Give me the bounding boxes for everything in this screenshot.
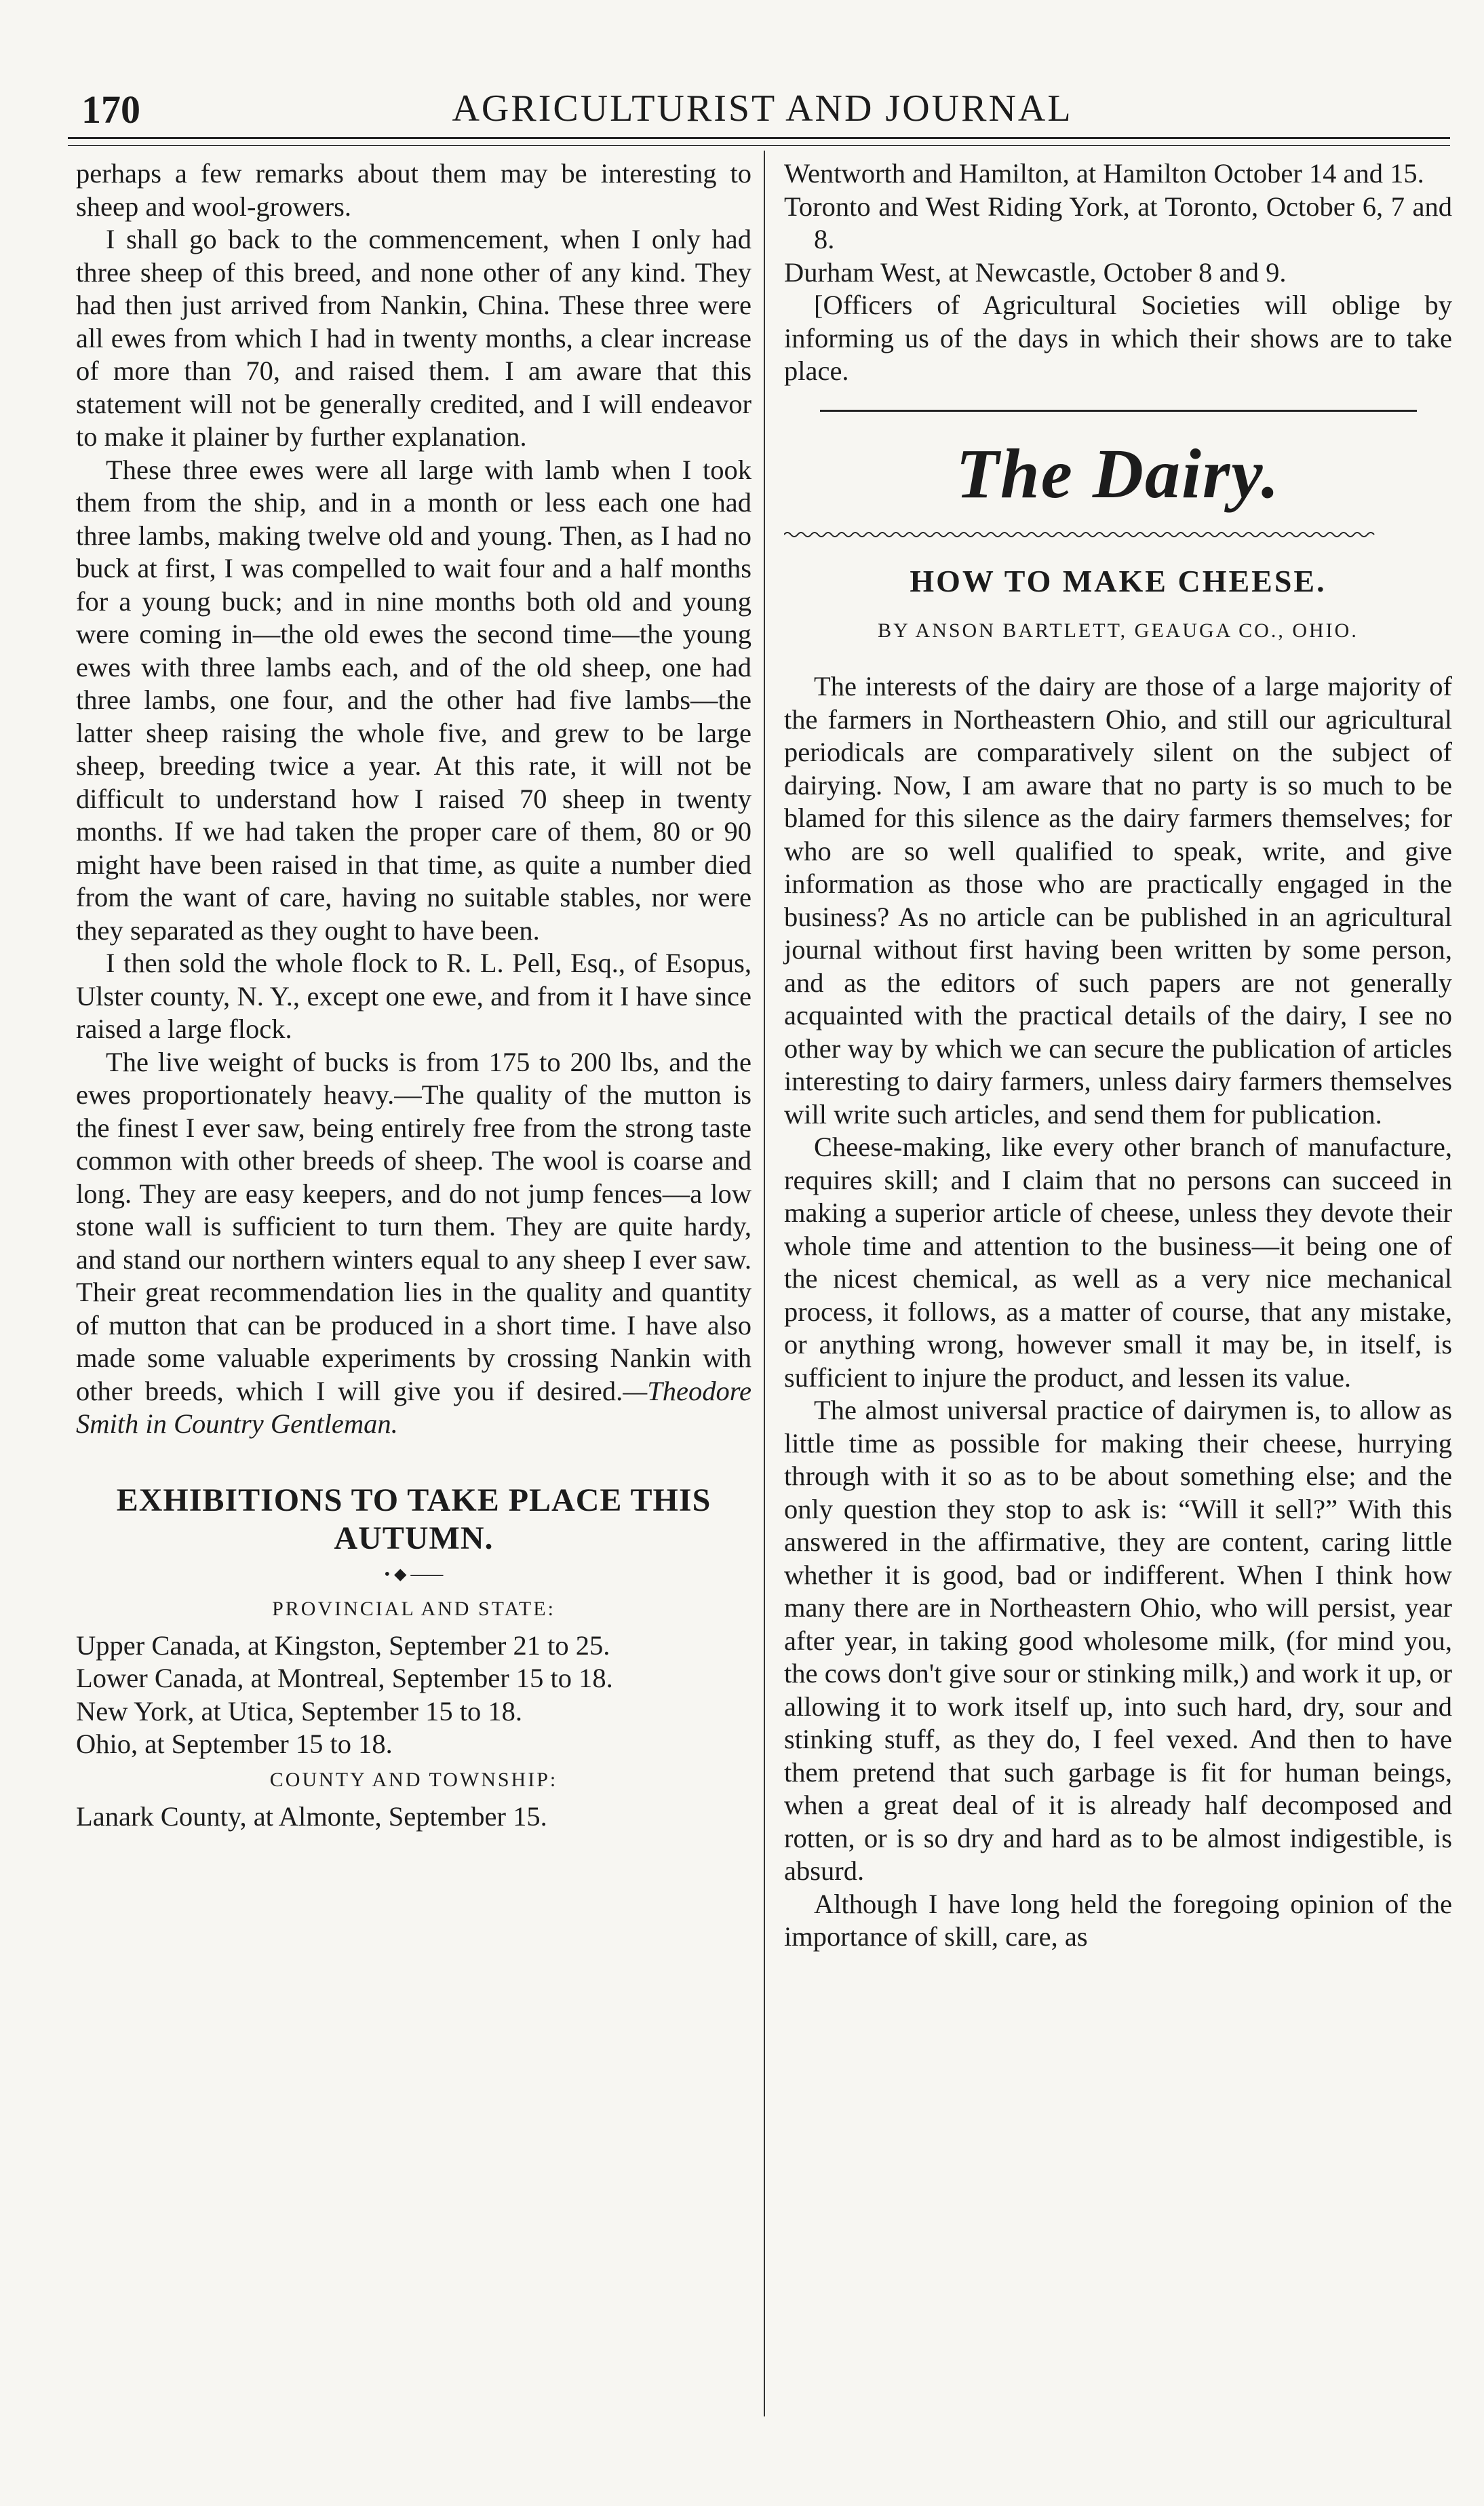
article-title: HOW TO MAKE CHEESE.: [910, 564, 1327, 598]
signature: —Theodore Smith in Country Gentleman.: [76, 1375, 751, 1439]
right-column: [784, 157, 1452, 1954]
exhibition-item: Toronto and West Riding York, at Toronto, October 6, 7 and 8.: [784, 191, 1452, 254]
paragraph: The interests of the dairy are those of a large majority of the farmers in Northeastern Ohio, and still our agricultural periodicals are comparatively silent on the subject of dairying. Now, I am aware that no party is so much to be blamed for this silence as the dairy farmers themselves; for who are so well qualified to speak, write, and give information as those who are practically engaged in the business? As no article can be published in an agricultural journal without first having been written by some person, and as the editors of such papers are not generally acquainted with the practical details of the dairy, I see no other way by which we can secure the publication of articles interesting to dairy farmers, unless dairy farmers themselves will write such articles, and send them for publication.: [784, 671, 1452, 1130]
editor-note: [Officers of Agricultural Societies will oblige by informing us of the days in which their shows are to take place.: [784, 290, 1452, 386]
exhibition-item: Lower Canada, at Montreal, September 15 to 18.: [76, 1663, 613, 1693]
exhibition-item: Durham West, at Newcastle, October 8 and 9.: [784, 256, 1287, 288]
paragraph: The almost universal practice of dairymen is, to allow as little time as possible for making their cheese, hurrying through with it so as to be about something else; and the only question they stop to ask is: “Will it sell?” With this answered in the affirmative, they are content, caring little whether it is good, bad or indifferent. When I think how many there are in Northeastern Ohio, who will persist, year after year, in taking good wholesome milk, (for mind you, the cows don't give sour or stinking milk,) and work it up, or allowing it to work itself up, into such hard, dry, sour and stinking stuff, as they do, I feel vexed. And then to have them pretend that such garbage is fit for human beings, when a great deal of it is already half decomposed and rotten, or is so dry and hard as to be almost indigestible, is absurd.: [784, 1395, 1452, 1886]
exhibition-item: Wentworth and Hamilton, at Hamilton October 14 and 15.: [784, 158, 1424, 189]
running-title: AGRICULTURIST AND JOURNAL: [452, 88, 1073, 130]
exhibition-item: New York, at Utica, September 15 to 18.: [76, 1695, 523, 1727]
paragraph: [76, 1046, 751, 1441]
paragraph: I shall go back to the commencement, when I only had three sheep of this breed, and none other of any kind. They had then just arrived from Nankin, China. These three were all ewes from which I had in twenty months, a clear increase of more than 70, and raised them. I am aware that this statement will not be generally credited, and I will endeavor to make it plainer by further explanation.: [76, 224, 751, 452]
wavy-rule: [784, 529, 1381, 540]
section-title: The Dairy.: [956, 434, 1281, 513]
paragraph: Although I have long held the foregoing opinion of the importance of skill, care, as: [784, 1888, 1452, 1952]
exhibition-item: Upper Canada, at Kingston, September 21 to 25.: [76, 1630, 610, 1661]
paragraph-text: The live weight of bucks is from 175 to 200 lbs, and the ewes proportionately heavy.—The quality of the mutton is the finest I ever saw, being entirely free from the strong taste common with other breeds of sheep. The wool is coarse and long. They are easy keepers, and do not jump fences—a low stone wall is sufficient to turn them. They are quite hardy, and stand our northern winters equal to any sheep I ever saw. Their great recommendation lies in the quality and quantity of mutton that can be produced in a short time. I have also made some valuable experiments by crossing Nankin with other breeds, which I will give you if desired.: [76, 1046, 751, 1406]
paragraph: Cheese-making, like every other branch of manufacture, requires skill; and I claim that no persons can succeed in making a superior article of cheese, unless they devote their whole time and attention to the business—it being one of the nicest chemical, as well as a very nice mechanical process, it follows, as a matter of course, that any mistake, or anything wrong, however small it may be, in itself, is sufficient to injure the product, and lessen its value.: [784, 1132, 1452, 1393]
page-number: 170: [81, 88, 140, 132]
page-header: [81, 75, 1443, 132]
exhibition-item: Ohio, at September 15 to 18.: [76, 1729, 393, 1759]
county-heading: COUNTY AND TOWNSHIP:: [269, 1768, 558, 1791]
paragraph: perhaps a few remarks about them may be interesting to sheep and wool-growers.: [76, 158, 751, 222]
byline: BY ANSON BARTLETT, GEAUGA CO., OHIO.: [878, 619, 1359, 642]
header-rule-thin: [68, 145, 1450, 146]
exhibition-item: Lanark County, at Almonte, September 15.: [76, 1800, 547, 1832]
exhibitions-title: EXHIBITIONS TO TAKE PLACE THIS AUTUMN.: [116, 1482, 711, 1556]
left-column: [76, 157, 751, 1833]
paragraph: I then sold the whole flock to R. L. Pell, Esq., of Esopus, Ulster county, N. Y., except one ewe, and from it I have since raised a large flock.: [76, 948, 751, 1044]
provincial-heading: PROVINCIAL AND STATE:: [272, 1597, 555, 1620]
ornament-divider: • ◆ ——: [384, 1565, 444, 1583]
column-divider: [764, 151, 765, 2416]
header-rule: [68, 137, 1450, 139]
paragraph: These three ewes were all large with lamb when I took them from the ship, and in a month or less each one had three lambs, making twelve old and young. Then, as I had no buck at first, I was compelled to wait four and a half months for a young buck; and in nine months both old and young were coming in—the old ewes the second time—the young ewes with three lambs each, and of the old sheep, one had three lambs, one four, and the other had five lambs—the latter sheep raising the whole five, and grew to be large sheep, breeding twice a year. At this rate, it will not be difficult to understand how I raised 70 sheep in twenty months. If we had taken the proper care of them, 80 or 90 might have been raised in that time, as quite a number died from the want of care, having no suitable stables, nor were they separated as they ought to have been.: [76, 454, 751, 946]
section-rule: [820, 410, 1417, 412]
